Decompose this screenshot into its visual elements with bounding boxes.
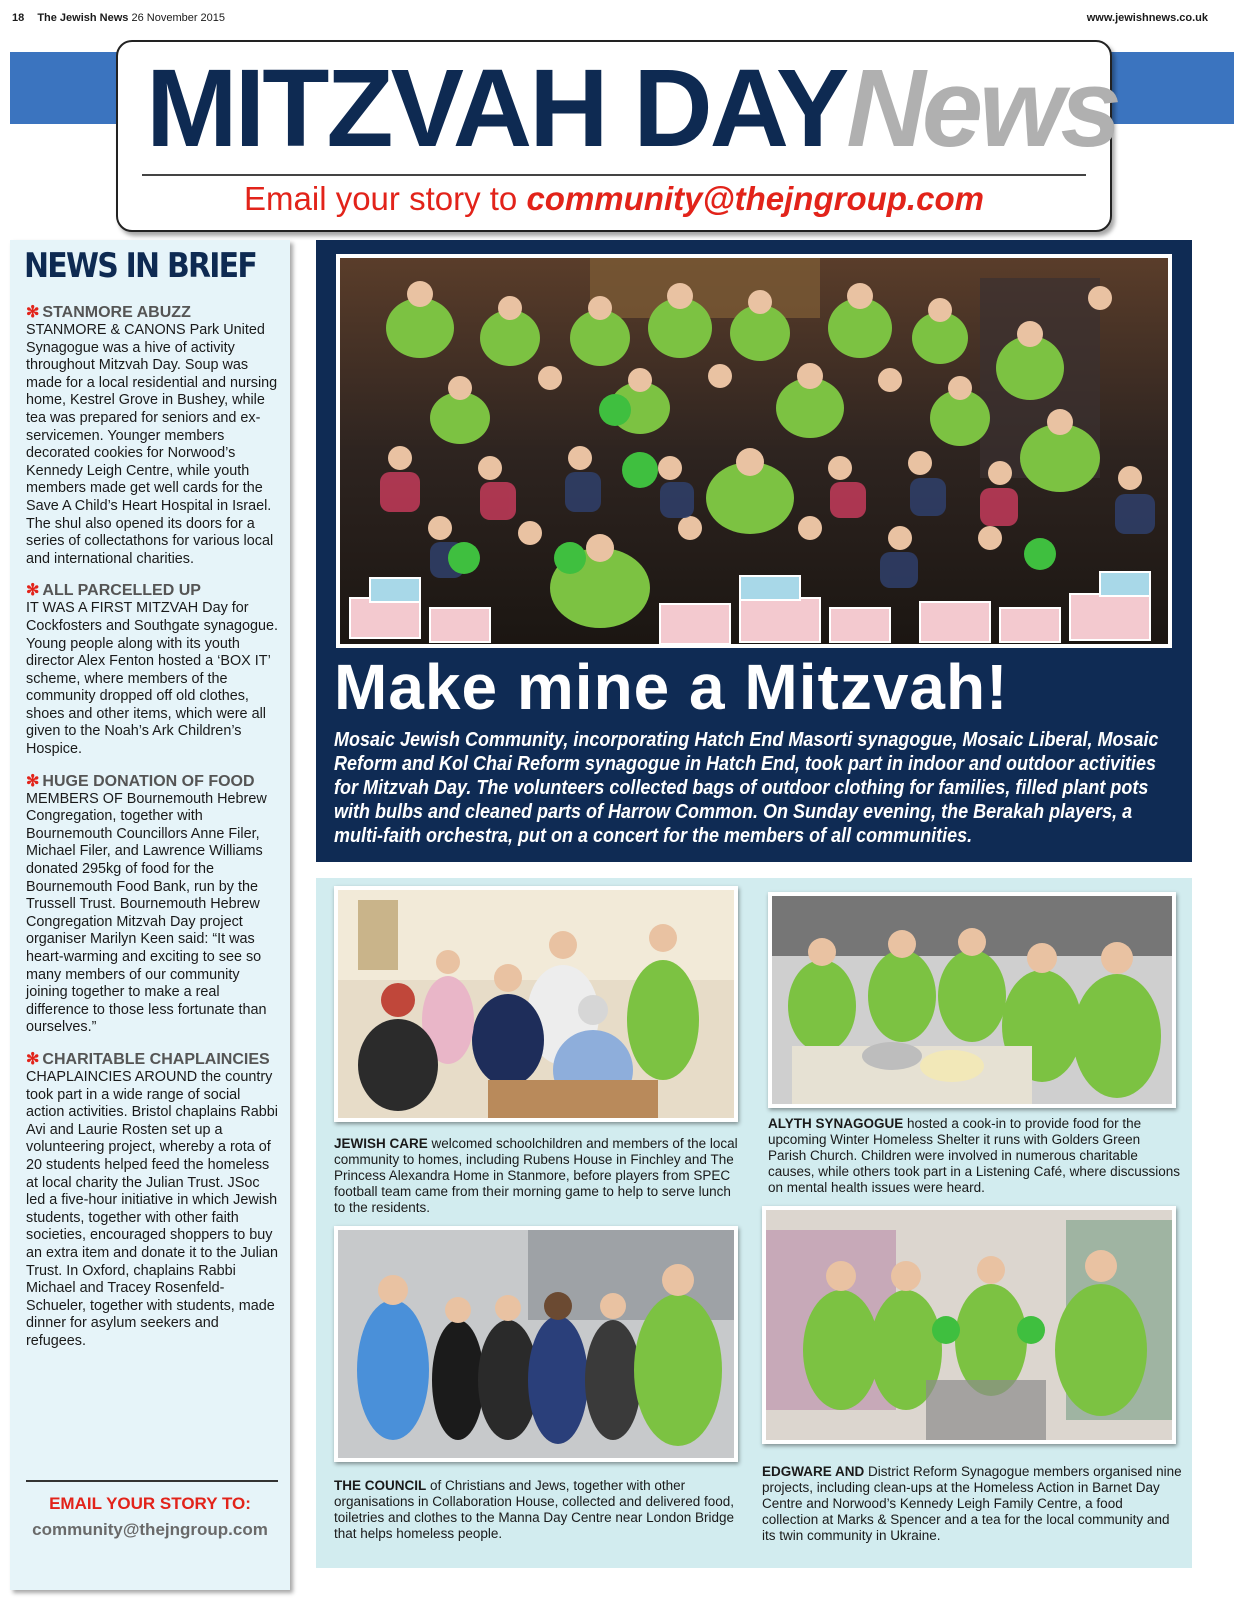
paper-name: The Jewish News <box>37 12 129 24</box>
brief-item-title: ✻ ALL PARCELLED UP <box>26 582 201 600</box>
brief-item-title: ✻ STANMORE ABUZZ <box>26 304 191 321</box>
edgware-photo <box>762 1206 1176 1444</box>
brief-item-text: STANMORE & CANONS Park United Synagogue was a hive of activity throughout Mitzvah Day. Soup was made for a local residential and nursing home, Kestrel Grove in Bushey, while tea was prepared for seniors and ex-servicemen. Younger members decorated cookies for Norwood’s Kennedy Leigh Centre, while youth members made get well cards for the Save A Child’s Heart Hospital in Israel. The shul also opened its doors for a series of collectathons for various local and international charities. <box>26 322 278 567</box>
news-in-brief-heading: NEWS IN BRIEF <box>24 246 257 286</box>
page-number: 18 <box>12 12 25 24</box>
news-in-brief-list <box>26 304 282 1364</box>
issue-date: 26 November 2015 <box>131 12 226 24</box>
council-photo <box>334 1226 738 1462</box>
asterisk-icon: ✻ <box>26 1050 40 1068</box>
jewish-care-caption: JEWISH CARE welcomed schoolchildren and members of the local community to homes, including Rubens House in Finchley and The Princess Alexandra Home in Stanmore, before players from SPEC football team came from their morning game to help to serve lunch to the residents. <box>334 1136 738 1215</box>
alyth-photo <box>768 892 1176 1108</box>
news-in-brief <box>10 240 290 1590</box>
brief-divider <box>26 1480 278 1482</box>
masthead-title-news: News <box>846 47 1118 170</box>
brief-item <box>26 773 282 1037</box>
stories-panel <box>316 878 1192 1568</box>
masthead-email-prefix: Email your story to <box>244 180 527 217</box>
jewish-care-photo <box>334 886 738 1122</box>
brief-item <box>26 1051 282 1351</box>
brief-footer-label: EMAIL YOUR STORY TO: <box>49 1494 251 1513</box>
asterisk-icon: ✻ <box>26 772 40 790</box>
brief-item-title: ✻ CHARITABLE CHAPLAINCIES <box>26 1050 270 1068</box>
alyth-caption: ALYTH SYNAGOGUE hosted a cook-in to provide food for the upcoming Winter Homeless Shelter it runs with Golders Green Parish Church. Children were involved in numerous charitable causes, while others took part in a Listening Café, where discussions on mental health issues were heard. <box>768 1116 1180 1195</box>
lead-headline: Make mine a Mitzvah! <box>334 651 1009 723</box>
edgware-caption: EDGWARE AND District Reform Synagogue members organised nine projects, including clean-ups at the Homeless Action in Barnet Day Centre and Norwood’s Kennedy Leigh Family Centre, a food collection at Marks & Spencer and a tea for the local community and its twin community in Ukraine. <box>762 1464 1182 1543</box>
asterisk-icon: ✻ <box>26 582 40 600</box>
masthead-title-main: MITZVAH DAY <box>146 47 847 170</box>
brief-footer-email[interactable]: community@thejngroup.com <box>32 1520 268 1539</box>
asterisk-icon: ✻ <box>26 304 40 321</box>
brief-item-text: MEMBERS OF Bournemouth Hebrew Congregation, together with Bournemouth Councillors Anne Filer, Michael Filer, and Lawrence Williams donated 295kg of food for the Bournemouth Food Bank, run by the Trussell Trust. Bournemouth Hebrew Congregation Mitzvah Day project organiser Marilyn Keen said: “It was heart-warming and exciting to see so many members of our community joining together to make a real difference to those less fortunate than ourselves.” <box>26 790 267 1036</box>
masthead-email-line <box>118 180 1110 218</box>
brief-item <box>26 582 282 758</box>
masthead-email-link[interactable]: community@thejngroup.com <box>526 180 984 217</box>
brief-item-text: CHAPLAINCIES AROUND the country took part in a wide range of social action activities. Bristol chaplains Rabbi Avi and Laurie Rosten set up a volunteering project, whereby a rota of 20 students helped feed the homeless at local charity the Julian Trust. JSoc led a five-hour initiative in which Jewish students, together with other faith societies, encouraged shoppers to buy an extra item and donate it to the Julian Trust. In Oxford, chaplains Rabbi Michael and Tracey Rosenfeld-Schueler, together with students, made dinner for asylum seekers and refugees. <box>26 1068 278 1349</box>
brief-item-text: IT WAS A FIRST MITZVAH Day for Cockfosters and Southgate synagogue. Young people along with its youth director Alex Fenton hosted a ‘BOX IT’ scheme, where members of the community dropped off old clothes, shoes and other items, which were all given to the Noah’s Ark Children’s Hospice. <box>26 600 279 758</box>
council-caption: THE COUNCIL of Christians and Jews, together with other organisations in Collaboration House, collected and delivered food, toiletries and clothes to the Manna Day Centre near London Bridge that helps homeless people. <box>334 1478 735 1541</box>
group-photo-illustration <box>340 258 1168 644</box>
lead-photo <box>336 254 1172 648</box>
lead-story <box>316 240 1192 862</box>
website-url[interactable]: www.jewishnews.co.uk <box>1086 12 1208 24</box>
masthead-divider <box>142 174 1086 176</box>
masthead-title <box>146 47 1118 170</box>
brief-item-title: ✻ HUGE DONATION OF FOOD <box>26 772 255 790</box>
lead-caption: Mosaic Jewish Community, incorporating Hatch End Masorti synagogue, Mosaic Liberal, Mosaic Reform and Kol Chai Reform synagogue in Hatch End, took part in indoor and outdoor activities for Mitzvah Day. The volunteers collected bags of outdoor clothing for families, filled plant pots with bulbs and cleaned parts of Harrow Common. On Sunday evening, the Berakah players, a multi-faith orchestra, put on a concert for the members of all communities. <box>334 729 1159 847</box>
page-folio <box>12 12 225 24</box>
brief-item <box>26 304 282 568</box>
masthead <box>116 40 1118 232</box>
